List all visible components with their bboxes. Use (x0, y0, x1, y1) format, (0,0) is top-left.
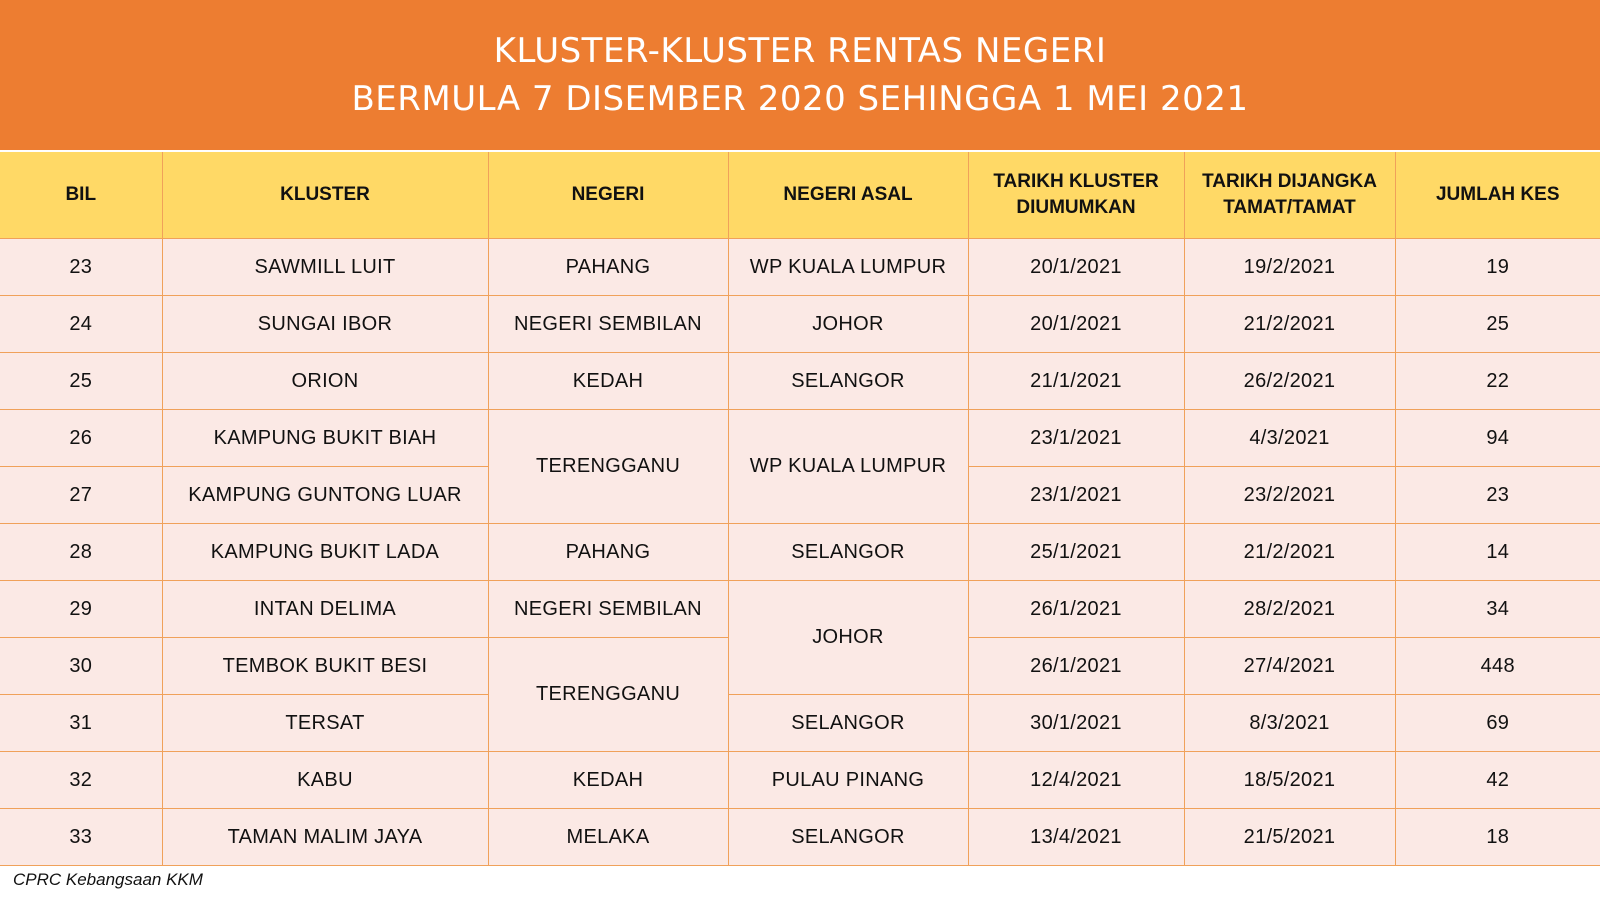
cluster-table (0, 152, 1600, 866)
cell-bil: 33 (0, 809, 162, 866)
cell-jumlah-kes: 94 (1395, 410, 1600, 467)
cell-tarikh-tamat: 21/2/2021 (1184, 524, 1395, 581)
cell-kluster: INTAN DELIMA (162, 581, 488, 638)
cell-negeri: KEDAH (488, 353, 728, 410)
cell-bil: 26 (0, 410, 162, 467)
header-negeri: NEGERI (488, 152, 728, 239)
header-kluster: KLUSTER (162, 152, 488, 239)
cell-negeri-asal: SELANGOR (728, 524, 968, 581)
table-header-row (0, 152, 1600, 239)
cell-kluster: TEMBOK BUKIT BESI (162, 638, 488, 695)
cell-negeri-asal: JOHOR (728, 581, 968, 695)
cell-bil: 30 (0, 638, 162, 695)
cell-negeri: PAHANG (488, 239, 728, 296)
cell-tarikh-tamat: 28/2/2021 (1184, 581, 1395, 638)
cell-bil: 24 (0, 296, 162, 353)
cell-negeri-asal: PULAU PINANG (728, 752, 968, 809)
cell-bil: 23 (0, 239, 162, 296)
table-row (0, 752, 1600, 809)
title-line-1: KLUSTER-KLUSTER RENTAS NEGERI (493, 31, 1107, 71)
cell-jumlah-kes: 14 (1395, 524, 1600, 581)
title-banner (0, 0, 1600, 150)
cell-tarikh-tamat: 8/3/2021 (1184, 695, 1395, 752)
cell-negeri-asal: SELANGOR (728, 353, 968, 410)
cell-tarikh-tamat: 23/2/2021 (1184, 467, 1395, 524)
header-negeri-asal: NEGERI ASAL (728, 152, 968, 239)
table-row (0, 581, 1600, 638)
header-tarikh-tamat: TARIKH DIJANGKA TAMAT/TAMAT (1184, 152, 1395, 239)
cell-tarikh-diumumkan: 30/1/2021 (968, 695, 1184, 752)
cell-tarikh-diumumkan: 21/1/2021 (968, 353, 1184, 410)
header-bil: BIL (0, 152, 162, 239)
cell-kluster: KAMPUNG BUKIT LADA (162, 524, 488, 581)
cell-bil: 28 (0, 524, 162, 581)
cell-negeri: PAHANG (488, 524, 728, 581)
cell-jumlah-kes: 34 (1395, 581, 1600, 638)
header-tarikh-diumumkan: TARIKH KLUSTER DIUMUMKAN (968, 152, 1184, 239)
header-jumlah-kes: JUMLAH KES (1395, 152, 1600, 239)
cell-tarikh-tamat: 21/2/2021 (1184, 296, 1395, 353)
cell-kluster: KAMPUNG GUNTONG LUAR (162, 467, 488, 524)
cell-jumlah-kes: 23 (1395, 467, 1600, 524)
cell-tarikh-diumumkan: 20/1/2021 (968, 239, 1184, 296)
cell-jumlah-kes: 69 (1395, 695, 1600, 752)
cell-negeri: NEGERI SEMBILAN (488, 581, 728, 638)
table-row (0, 809, 1600, 866)
cell-tarikh-tamat: 18/5/2021 (1184, 752, 1395, 809)
cell-jumlah-kes: 42 (1395, 752, 1600, 809)
cell-negeri-asal: SELANGOR (728, 695, 968, 752)
cell-negeri-asal: WP KUALA LUMPUR (728, 239, 968, 296)
source-note: CPRC Kebangsaan KKM (13, 870, 203, 889)
table-row (0, 410, 1600, 467)
cell-negeri: TERENGGANU (488, 638, 728, 752)
cell-negeri-asal: SELANGOR (728, 809, 968, 866)
cell-tarikh-diumumkan: 13/4/2021 (968, 809, 1184, 866)
table-row (0, 524, 1600, 581)
table-row (0, 239, 1600, 296)
cell-tarikh-diumumkan: 26/1/2021 (968, 638, 1184, 695)
cell-kluster: TAMAN MALIM JAYA (162, 809, 488, 866)
cell-negeri: MELAKA (488, 809, 728, 866)
cell-negeri: TERENGGANU (488, 410, 728, 524)
cell-tarikh-tamat: 21/5/2021 (1184, 809, 1395, 866)
cell-tarikh-diumumkan: 25/1/2021 (968, 524, 1184, 581)
cell-negeri: NEGERI SEMBILAN (488, 296, 728, 353)
cell-tarikh-tamat: 26/2/2021 (1184, 353, 1395, 410)
cell-jumlah-kes: 19 (1395, 239, 1600, 296)
cell-kluster: SUNGAI IBOR (162, 296, 488, 353)
cell-jumlah-kes: 448 (1395, 638, 1600, 695)
cell-jumlah-kes: 18 (1395, 809, 1600, 866)
cell-bil: 25 (0, 353, 162, 410)
cell-kluster: SAWMILL LUIT (162, 239, 488, 296)
cell-bil: 27 (0, 467, 162, 524)
cell-tarikh-tamat: 27/4/2021 (1184, 638, 1395, 695)
cell-bil: 31 (0, 695, 162, 752)
cell-bil: 32 (0, 752, 162, 809)
cell-jumlah-kes: 22 (1395, 353, 1600, 410)
cell-kluster: TERSAT (162, 695, 488, 752)
table-row (0, 353, 1600, 410)
cell-bil: 29 (0, 581, 162, 638)
table-row (0, 695, 1600, 752)
cell-tarikh-tamat: 4/3/2021 (1184, 410, 1395, 467)
cell-jumlah-kes: 25 (1395, 296, 1600, 353)
cell-tarikh-diumumkan: 26/1/2021 (968, 581, 1184, 638)
cell-kluster: ORION (162, 353, 488, 410)
cell-negeri-asal: JOHOR (728, 296, 968, 353)
cell-tarikh-tamat: 19/2/2021 (1184, 239, 1395, 296)
cell-kluster: KAMPUNG BUKIT BIAH (162, 410, 488, 467)
cell-tarikh-diumumkan: 12/4/2021 (968, 752, 1184, 809)
cell-tarikh-diumumkan: 20/1/2021 (968, 296, 1184, 353)
cell-negeri: KEDAH (488, 752, 728, 809)
cell-tarikh-diumumkan: 23/1/2021 (968, 410, 1184, 467)
cell-negeri-asal: WP KUALA LUMPUR (728, 410, 968, 524)
table-row (0, 296, 1600, 353)
title-line-2: BERMULA 7 DISEMBER 2020 SEHINGGA 1 MEI 2021 (351, 79, 1249, 119)
cell-kluster: KABU (162, 752, 488, 809)
cell-tarikh-diumumkan: 23/1/2021 (968, 467, 1184, 524)
